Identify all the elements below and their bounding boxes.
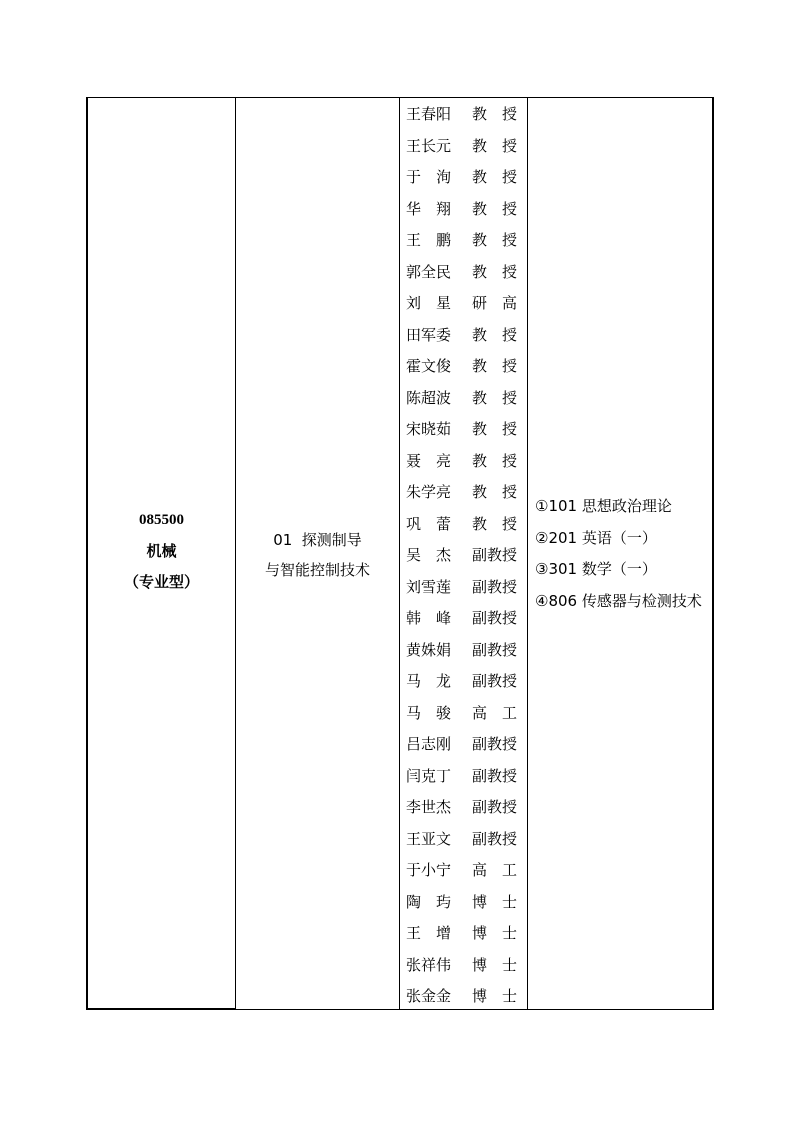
advisor-name: 马 骏 (406, 703, 452, 722)
major-cell (88, 505, 235, 598)
advisor-title: 教 授 (472, 388, 518, 407)
advisor-title: 教 授 (472, 136, 518, 155)
advisor-name: 霍文俊 (406, 357, 452, 376)
advisor-title: 副教授 (472, 577, 518, 596)
advisor-title: 教 授 (472, 451, 518, 470)
column-divider (527, 97, 528, 1009)
advisor-name: 朱学亮 (406, 483, 452, 502)
advisor-title: 教 授 (472, 105, 518, 124)
advisor-name: 吴 杰 (406, 546, 452, 565)
advisor-name: 张祥伟 (406, 955, 452, 974)
advisor-title: 高 工 (472, 703, 518, 722)
advisor-row (406, 287, 524, 319)
advisor-name: 巩 蕾 (406, 514, 452, 533)
direction-line-2: 与智能控制技术 (264, 561, 370, 579)
advisor-title: 副教授 (472, 798, 518, 817)
column-divider (399, 97, 400, 1009)
advisor-row (406, 949, 524, 981)
advisor-row (406, 413, 524, 445)
advisor-title: 教 授 (472, 420, 518, 439)
advisor-name: 宋晓茹 (406, 420, 452, 439)
advisor-row (406, 917, 524, 949)
advisor-name: 郭全民 (406, 262, 452, 281)
advisor-row (406, 728, 524, 760)
advisor-list (406, 98, 524, 1012)
advisor-name: 于 洵 (406, 168, 452, 187)
advisor-row (406, 571, 524, 603)
advisor-name: 刘 星 (406, 294, 452, 313)
advisor-row (406, 823, 524, 855)
advisor-name: 王春阳 (406, 105, 452, 124)
exam-subject: ④806 传感器与检测技术 (535, 591, 702, 610)
advisor-title: 副教授 (472, 609, 518, 628)
advisor-name: 聂 亮 (406, 451, 452, 470)
advisor-name: 王 增 (406, 924, 452, 943)
advisor-title: 高 工 (472, 861, 518, 880)
advisor-name: 吕志刚 (406, 735, 452, 754)
advisor-title: 教 授 (472, 514, 518, 533)
advisor-row (406, 224, 524, 256)
table-bottom-border (86, 1008, 235, 1010)
advisor-title: 副教授 (472, 766, 518, 785)
advisor-row (406, 634, 524, 666)
advisor-name: 闫克丁 (406, 766, 452, 785)
advisor-name: 田军委 (406, 325, 452, 344)
advisor-title: 副教授 (472, 640, 518, 659)
advisor-row (406, 130, 524, 162)
advisor-name: 华 翔 (406, 199, 452, 218)
advisor-row (406, 760, 524, 792)
exam-subject: ①101 思想政治理论 (535, 497, 672, 515)
advisor-title: 教 授 (472, 483, 518, 502)
advisor-title: 副教授 (472, 546, 518, 565)
advisor-row (406, 476, 524, 508)
major-code: 085500 (139, 512, 184, 528)
advisor-row (406, 508, 524, 540)
advisor-name: 陈超波 (406, 388, 452, 407)
advisor-title: 博 士 (472, 955, 518, 974)
advisor-row (406, 791, 524, 823)
advisor-row (406, 854, 524, 886)
advisor-name: 李世杰 (406, 798, 452, 817)
advisor-row (406, 445, 524, 477)
major-name: 机械 (146, 542, 177, 560)
advisor-title: 博 士 (472, 892, 518, 911)
advisor-row (406, 980, 524, 1012)
advisor-name: 王 鹏 (406, 231, 452, 250)
advisor-row (406, 98, 524, 130)
direction-line-1: 01 探测制导 (273, 531, 362, 549)
advisor-title: 教 授 (472, 325, 518, 344)
advisor-row (406, 539, 524, 571)
advisor-name: 马 龙 (406, 672, 452, 691)
advisor-title: 教 授 (472, 357, 518, 376)
exam-subjects-cell (535, 491, 713, 617)
advisor-row (406, 665, 524, 697)
advisor-row (406, 697, 524, 729)
advisor-title: 博 士 (472, 924, 518, 943)
advisor-name: 王亚文 (406, 829, 452, 848)
advisor-name: 黄姝娟 (406, 640, 452, 659)
advisor-name: 韩 峰 (406, 609, 452, 628)
advisor-name: 刘雪莲 (406, 577, 452, 596)
advisor-row (406, 161, 524, 193)
advisor-title: 副教授 (472, 829, 518, 848)
advisor-title: 教 授 (472, 168, 518, 187)
advisor-name: 陶 玙 (406, 892, 452, 911)
advisor-title: 博 士 (472, 987, 518, 1006)
advisor-title: 研 高 (472, 294, 518, 313)
advisor-name: 王长元 (406, 136, 452, 155)
advisor-title: 教 授 (472, 199, 518, 218)
major-type: （专业型） (123, 573, 199, 591)
advisor-row (406, 886, 524, 918)
advisor-title: 教 授 (472, 231, 518, 250)
exam-subject: ②201 英语（一） (535, 528, 657, 547)
advisor-name: 于小宁 (406, 861, 452, 880)
advisor-row (406, 602, 524, 634)
advisor-name: 张金金 (406, 987, 452, 1006)
advisor-row (406, 350, 524, 382)
exam-subject: ③301 数学（一） (535, 560, 657, 578)
advisor-row (406, 319, 524, 351)
research-direction-cell (236, 525, 399, 585)
advisor-row (406, 382, 524, 414)
advisor-title: 教 授 (472, 262, 518, 281)
advisor-row (406, 193, 524, 225)
advisor-row (406, 256, 524, 288)
advisor-title: 副教授 (472, 672, 518, 691)
advisor-title: 副教授 (472, 735, 518, 754)
